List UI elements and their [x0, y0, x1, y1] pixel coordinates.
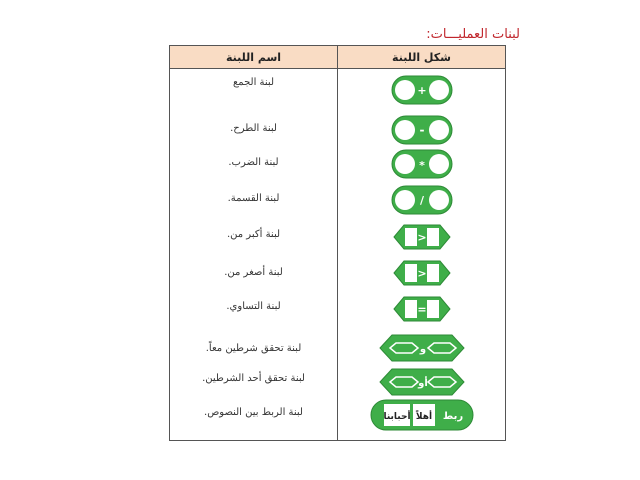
- operator-symbol: /: [419, 194, 424, 207]
- block-name: لبنة الربط بين النصوص.: [204, 407, 303, 418]
- less-than-block-icon: [391, 257, 453, 289]
- block-name: لبنة الجمع: [232, 77, 274, 88]
- block-name: لبنة الضرب.: [228, 157, 279, 168]
- join-word-1: أهلاً: [415, 412, 432, 422]
- block-name: لبنة أكبر من.: [226, 229, 281, 240]
- operator-symbol: و: [419, 344, 426, 355]
- page-title: لبنات العمليـــات:: [426, 27, 520, 42]
- block-name: لبنة تحقق أحد الشرطين.: [202, 373, 305, 384]
- multiply-block-icon: [391, 149, 453, 179]
- header-shape-column: شكل اللبنة: [338, 46, 506, 69]
- add-block-icon: [391, 75, 453, 105]
- block-name: لبنة الطرح.: [230, 123, 277, 134]
- divide-block-icon: [391, 185, 453, 215]
- shapes-column: [338, 69, 506, 441]
- join-block-icon: [370, 399, 474, 431]
- operator-symbol: +: [416, 84, 427, 97]
- operator-symbol: >: [416, 231, 427, 244]
- and-block-icon: [378, 333, 466, 363]
- join-word-2: أحبابنا: [382, 412, 411, 422]
- greater-than-block-icon: [391, 221, 453, 253]
- operator-symbol: =: [416, 303, 427, 316]
- header-name-column: اسم اللبنة: [170, 46, 338, 69]
- or-block-icon: [378, 367, 466, 397]
- block-name: لبنة التساوي.: [226, 301, 281, 312]
- join-label: ربط: [442, 411, 463, 422]
- equals-block-icon: [391, 293, 453, 325]
- operator-symbol: *: [418, 159, 425, 172]
- operator-symbol: أو: [417, 378, 428, 389]
- operator-symbol: >: [416, 267, 427, 280]
- block-name: لبنة أصغر من.: [224, 267, 283, 278]
- subtract-block-icon: [391, 115, 453, 145]
- operator-symbol: -: [419, 123, 424, 137]
- block-name: لبنة تحقق شرطين معاً.: [205, 343, 302, 354]
- names-column: [170, 69, 338, 441]
- operators-table: [169, 45, 506, 441]
- block-name: لبنة القسمة.: [227, 193, 280, 204]
